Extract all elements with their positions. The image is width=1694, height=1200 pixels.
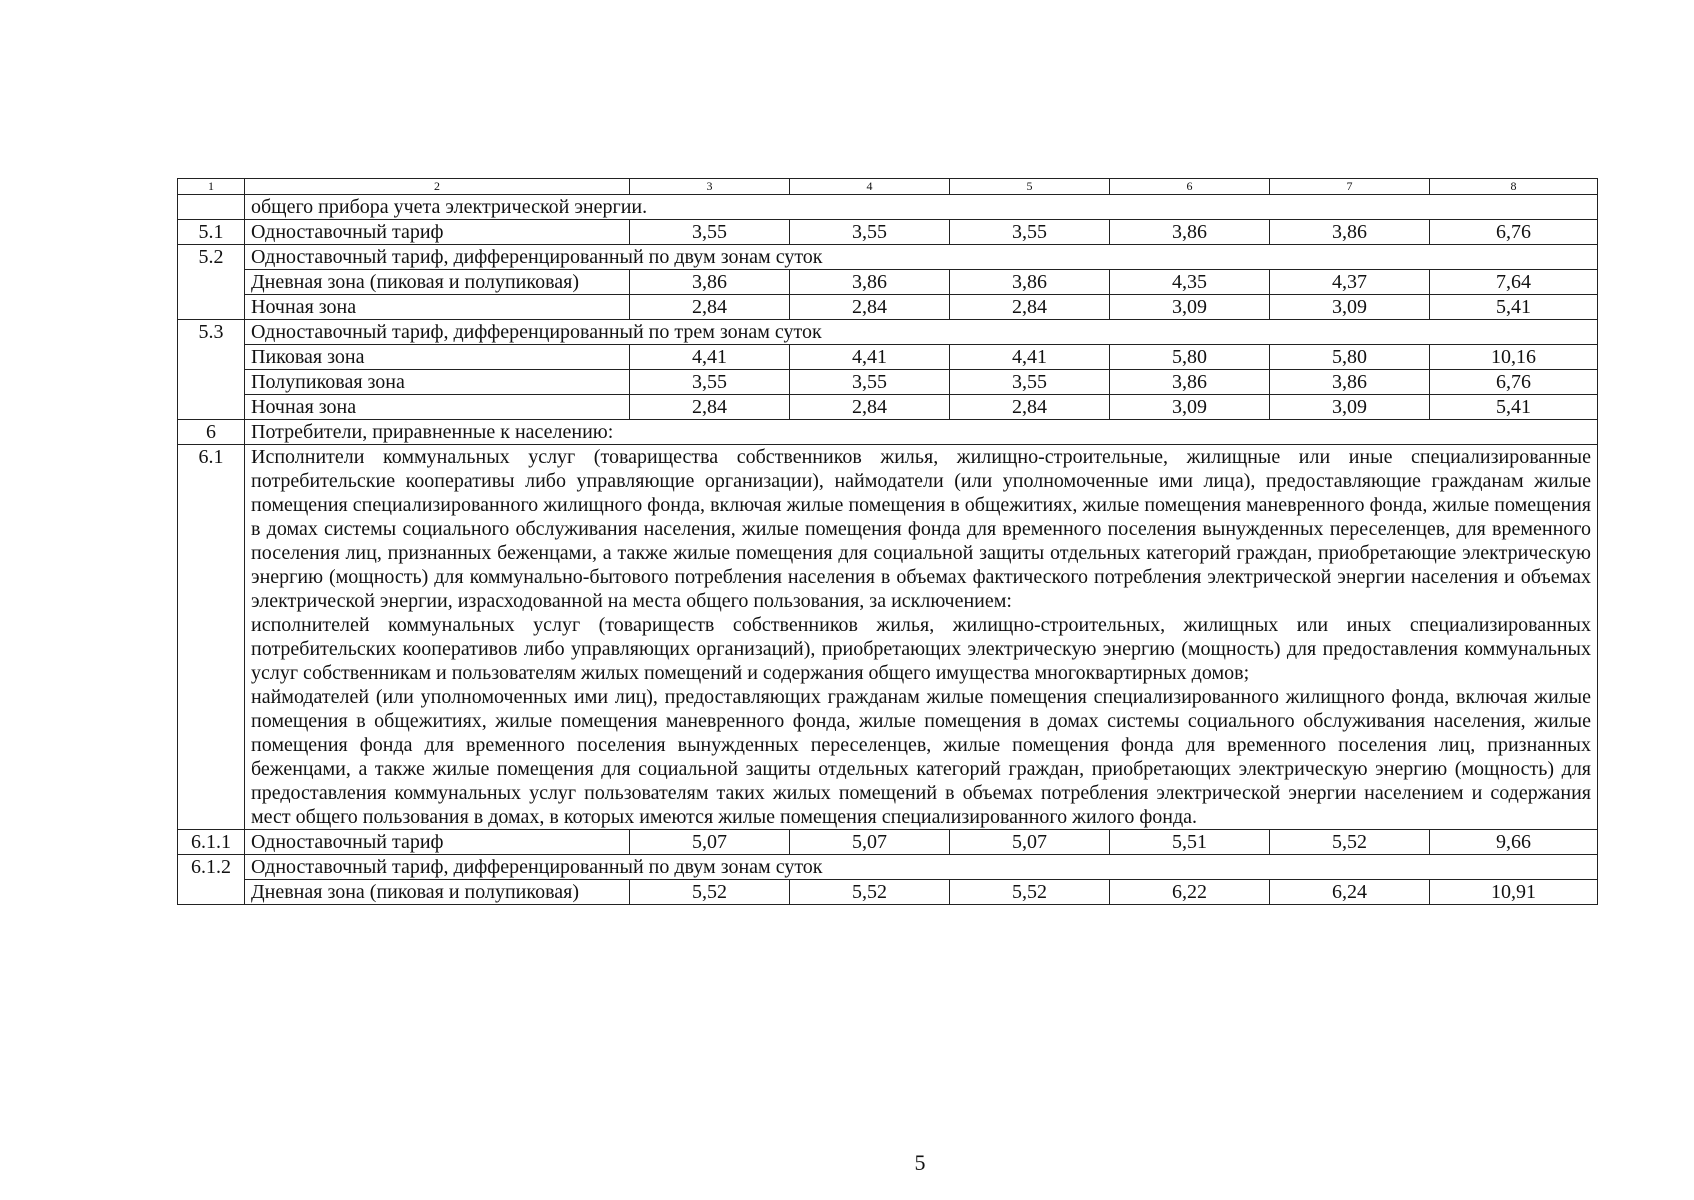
tariff-value: 5,41 bbox=[1430, 395, 1598, 420]
tariff-value: 3,55 bbox=[790, 370, 950, 395]
tariff-value: 10,16 bbox=[1430, 345, 1598, 370]
tariff-value: 3,86 bbox=[950, 270, 1110, 295]
table-row bbox=[178, 345, 1598, 370]
column-number: 3 bbox=[630, 179, 790, 195]
tariff-value: 3,55 bbox=[630, 220, 790, 245]
section-text: Одноставочный тариф, дифференцированный по трем зонам суток bbox=[245, 320, 1598, 345]
table-row bbox=[178, 855, 1598, 880]
table-row bbox=[178, 370, 1598, 395]
tariff-value: 3,55 bbox=[790, 220, 950, 245]
tariff-value: 2,84 bbox=[790, 295, 950, 320]
tariff-value: 3,86 bbox=[1110, 220, 1270, 245]
row-label: Пиковая зона bbox=[245, 345, 630, 370]
tariff-value: 6,24 bbox=[1270, 880, 1430, 905]
column-number: 6 bbox=[1110, 179, 1270, 195]
table-row bbox=[178, 320, 1598, 345]
tariff-value: 5,51 bbox=[1110, 830, 1270, 855]
column-number: 4 bbox=[790, 179, 950, 195]
tariff-value: 7,64 bbox=[1430, 270, 1598, 295]
tariff-value: 4,41 bbox=[630, 345, 790, 370]
tariff-value: 4,41 bbox=[790, 345, 950, 370]
row-label: Ночная зона bbox=[245, 395, 630, 420]
tariff-value: 4,35 bbox=[1110, 270, 1270, 295]
column-number: 1 bbox=[178, 179, 245, 195]
tariff-value: 2,84 bbox=[950, 395, 1110, 420]
description-paragraph: наймодателей (или уполномоченных ими лиц), предоставляющих гражданам жилые помещения специализированного жилищного фонда, включая жилые помещения в общежитиях, жилые помещения маневренного фонда, жилые помещения в домах системы социального обслуживания населения, жилые помещения фонда для временного поселения вынужденных переселенцев, жилые помещения фонда для временного поселения лиц, признанных беженцами, а также жилые помещения для социальной защиты отдельных категорий граждан, приобретающих электрическую энергию (мощность) для предоставления коммунальных услуг пользователям таких жилых помещений в объемах потребления электрической энергии населением и содержания мест общего пользования в домах, в которых имеются жилые помещения специализированного жилого фонда. bbox=[251, 686, 1591, 828]
tariff-value: 3,55 bbox=[950, 220, 1110, 245]
row-label: Одноставочный тариф bbox=[245, 220, 630, 245]
table-row bbox=[178, 220, 1598, 245]
row-code: 5.1 bbox=[178, 220, 245, 245]
tariff-value: 3,09 bbox=[1270, 295, 1430, 320]
row-label: Дневная зона (пиковая и полупиковая) bbox=[245, 880, 630, 905]
tariff-value: 3,86 bbox=[1270, 370, 1430, 395]
tariff-value: 5,41 bbox=[1430, 295, 1598, 320]
row-label: Полупиковая зона bbox=[245, 370, 630, 395]
tariff-value: 5,07 bbox=[790, 830, 950, 855]
section-text: Одноставочный тариф, дифференцированный по двум зонам суток bbox=[245, 245, 1598, 270]
table-row bbox=[178, 395, 1598, 420]
table-row bbox=[178, 270, 1598, 295]
tariff-value: 10,91 bbox=[1430, 880, 1598, 905]
row-label: Ночная зона bbox=[245, 295, 630, 320]
tariff-value: 6,76 bbox=[1430, 220, 1598, 245]
row-code: 6.1.1 bbox=[178, 830, 245, 855]
tariff-value: 5,52 bbox=[630, 880, 790, 905]
tariff-value: 2,84 bbox=[630, 295, 790, 320]
row-label: Дневная зона (пиковая и полупиковая) bbox=[245, 270, 630, 295]
tariff-value: 3,09 bbox=[1110, 295, 1270, 320]
column-number: 2 bbox=[245, 179, 630, 195]
tariff-table bbox=[177, 178, 1598, 905]
row-code: 5.2 bbox=[178, 245, 245, 320]
tariff-value: 4,37 bbox=[1270, 270, 1430, 295]
tariff-value: 2,84 bbox=[630, 395, 790, 420]
tariff-value: 5,07 bbox=[950, 830, 1110, 855]
table-row bbox=[178, 420, 1598, 445]
tariff-value: 5,80 bbox=[1110, 345, 1270, 370]
row-label: Одноставочный тариф bbox=[245, 830, 630, 855]
tariff-value: 3,86 bbox=[790, 270, 950, 295]
column-number: 7 bbox=[1270, 179, 1430, 195]
tariff-value: 3,55 bbox=[630, 370, 790, 395]
column-number: 8 bbox=[1430, 179, 1598, 195]
tariff-value: 3,55 bbox=[950, 370, 1110, 395]
tariff-value: 5,52 bbox=[950, 880, 1110, 905]
tariff-value: 9,66 bbox=[1430, 830, 1598, 855]
tariff-value: 6,22 bbox=[1110, 880, 1270, 905]
section-text: Потребители, приравненные к населению: bbox=[245, 420, 1598, 445]
table-row bbox=[178, 445, 1598, 830]
row-code bbox=[178, 195, 245, 220]
column-number: 5 bbox=[950, 179, 1110, 195]
tariff-value: 3,86 bbox=[1110, 370, 1270, 395]
row-code: 5.3 bbox=[178, 320, 245, 420]
tariff-value: 6,76 bbox=[1430, 370, 1598, 395]
tariff-value: 3,86 bbox=[630, 270, 790, 295]
tariff-value: 3,09 bbox=[1110, 395, 1270, 420]
tariff-value: 2,84 bbox=[950, 295, 1110, 320]
page-number: 5 bbox=[914, 1150, 926, 1175]
column-number-row bbox=[178, 179, 1598, 195]
row-code: 6.1 bbox=[178, 445, 245, 830]
tariff-value: 5,52 bbox=[1270, 830, 1430, 855]
description-paragraph: исполнителей коммунальных услуг (товариществ собственников жилья, жилищно-строительных, жилищных или иных специализированных потребительских кооперативов либо управляющих организаций), приобретающих электрическую энергию (мощность) для предоставления коммунальных услуг собственникам и пользователям жилых помещений и содержания общего имущества многоквартирных домов; bbox=[251, 614, 1591, 684]
tariff-value: 5,07 bbox=[630, 830, 790, 855]
table-row bbox=[178, 245, 1598, 270]
section-text: Одноставочный тариф, дифференцированный по двум зонам суток bbox=[245, 855, 1598, 880]
tariff-value: 4,41 bbox=[950, 345, 1110, 370]
section-description bbox=[245, 445, 1598, 830]
description-paragraph: Исполнители коммунальных услуг (товарищества собственников жилья, жилищно-строительные, жилищные или иные специализированные потребительские кооперативы либо управляющие организации), наймодатели (или уполномоченные ими лица), предоставляющие гражданам жилые помещения специализированного жилищного фонда, включая жилые помещения в общежитиях, жилые помещения маневренного фонда, жилые помещения в домах системы социального обслуживания населения, жилые помещения фонда для временного поселения вынужденных переселенцев, для временного поселения лиц, признанных беженцами, а также жилые помещения для социальной защиты отдельных категорий граждан, приобретающие электрическую энергию (мощность) для коммунально-бытового потребления населения в объемах фактического потребления электрической энергии населения и объемах электрической энергии, израсходованной на места общего пользования, за исключением: bbox=[251, 446, 1591, 612]
table-row bbox=[178, 830, 1598, 855]
tariff-value: 3,86 bbox=[1270, 220, 1430, 245]
tariff-value: 5,52 bbox=[790, 880, 950, 905]
tariff-value: 2,84 bbox=[790, 395, 950, 420]
tariff-value: 3,09 bbox=[1270, 395, 1430, 420]
row-code: 6.1.2 bbox=[178, 855, 245, 905]
tariff-value: 5,80 bbox=[1270, 345, 1430, 370]
section-text: общего прибора учета электрической энергии. bbox=[245, 195, 1598, 220]
row-code: 6 bbox=[178, 420, 245, 445]
table-row bbox=[178, 295, 1598, 320]
table-row bbox=[178, 880, 1598, 905]
table-row bbox=[178, 195, 1598, 220]
